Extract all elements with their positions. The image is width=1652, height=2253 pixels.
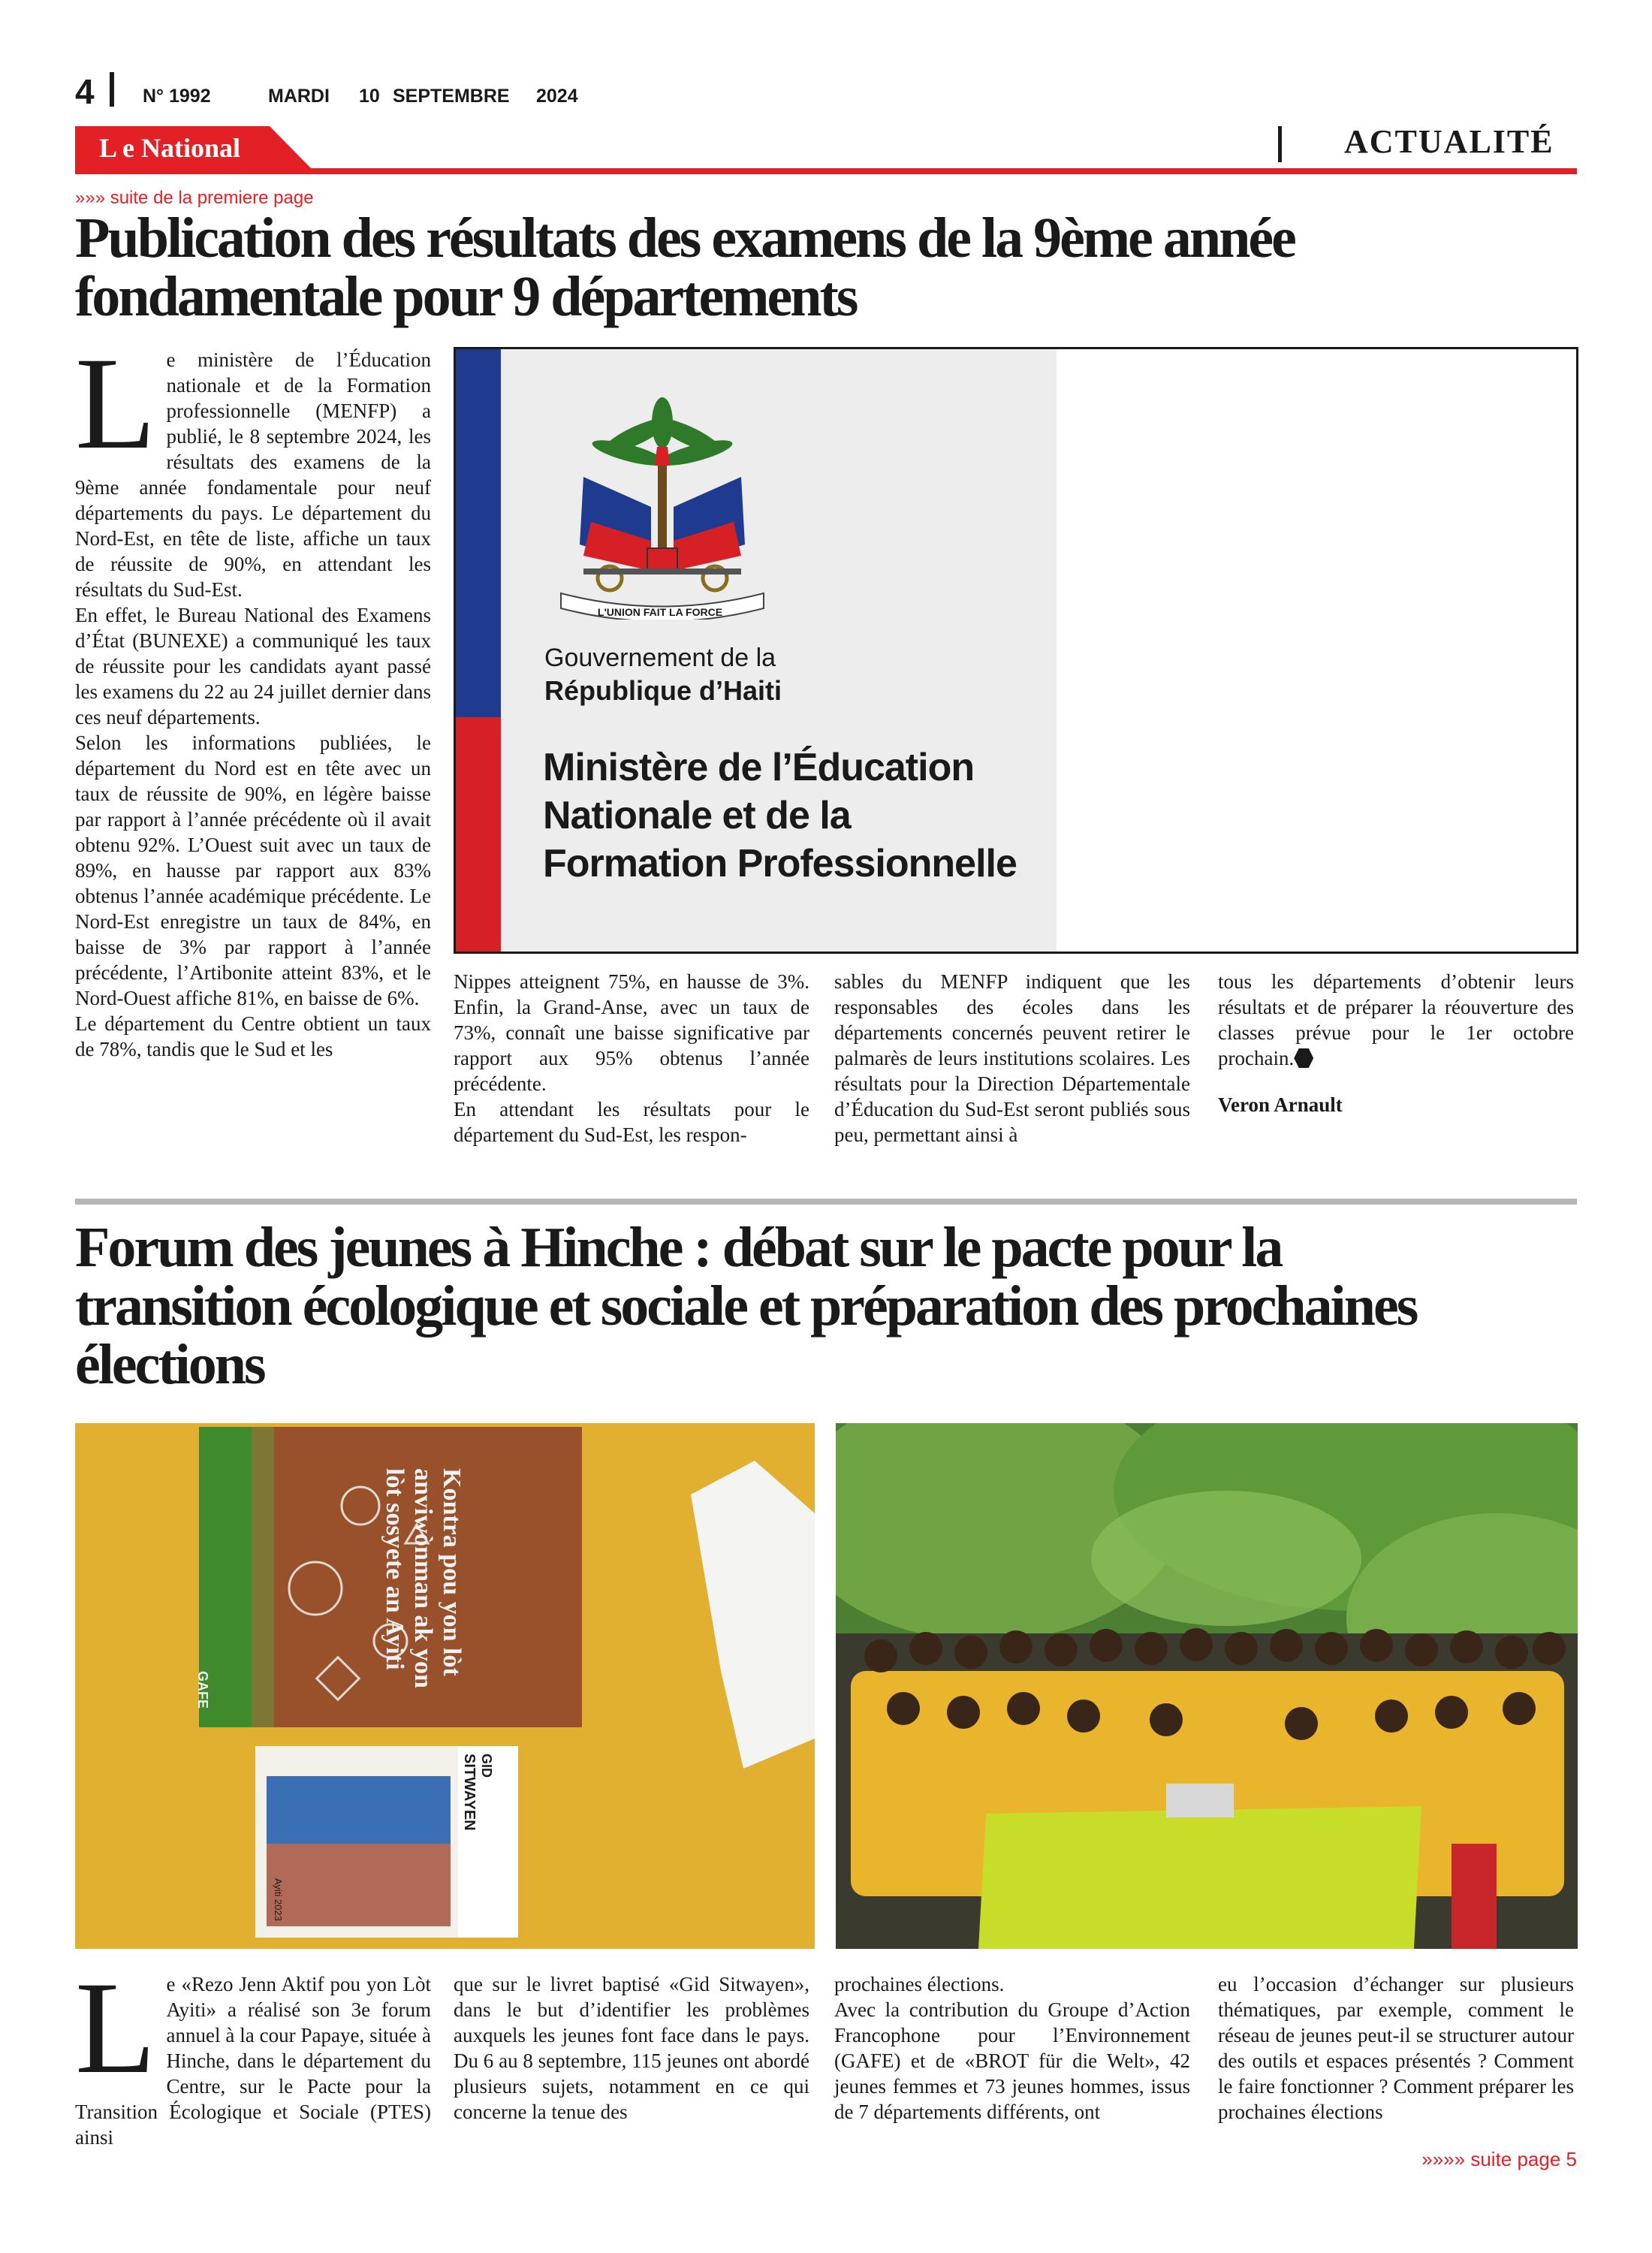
flag-stripe-blue <box>456 349 501 717</box>
section-divider <box>1278 126 1282 162</box>
book2-title: SITWAYEN <box>461 1754 478 1831</box>
article1-author: Veron Arnault <box>1218 1093 1343 1116</box>
logo-motto: L'UNION FAIT LA FORCE <box>597 606 723 618</box>
article1-headline <box>75 209 1577 326</box>
article1-paragraph: Le département du Centre obtient un taux de 78%, tandis que le Sud et les <box>75 1012 431 1060</box>
article2-dropcap: L <box>75 1955 156 2101</box>
article2-column-2 <box>454 1971 809 2125</box>
article2-paragraph: Avec la contribution du Groupe d’Action Francophone pour l’Environnement (GAFE) et de «BROT für die Welt», 42 jeunes femmes et 73 jeunes hommes, issus de 7 départements différents, ont <box>834 1998 1190 2123</box>
date-year: 2024 <box>536 86 578 107</box>
forum-participants-photo <box>836 1423 1578 1949</box>
logo-government-line2: République d’Haiti <box>544 675 782 706</box>
article2-paragraph: que sur le livret baptisé «Gid Sitwayen», dans le but d’identifier les problèmes auxquels les jeunes font face dans le pays. Du 6 au 8 septembre, 115 jeunes ont abordé plusieurs sujets, notamment en ce qui concerne la tenue des <box>454 1973 809 2123</box>
article2-column-1 <box>75 1955 431 2150</box>
date-day: 10 <box>359 86 380 107</box>
article1-column-3 <box>834 969 1190 1148</box>
article2-column-4 <box>1218 1971 1574 2125</box>
logo-government-line1: Gouvernement de la <box>544 644 776 672</box>
books-photo <box>75 1423 815 1949</box>
article1-paragraph: e ministère de l’Éducation nationale et de la Formation professionnelle (MENFP) a publié, le 8 septembre 2024, les résultats des examens de la 9ème année fondamentale pour neuf départements du pays. Le département du Nord-Est, en tête de liste, affiche un taux de réussite de 90%, en attendant les résultats du Sud-Est. <box>75 348 431 601</box>
book1-brand: GAFE <box>195 1671 210 1709</box>
forum-photo-art <box>836 1423 1578 1949</box>
logo-ministry-line1: Ministère de l’Éducation <box>543 746 975 789</box>
date-month: SEPTEMBRE <box>393 86 510 107</box>
logo-ministry-line3: Formation Professionnelle <box>543 842 1017 885</box>
article2-paragraph: eu l’occasion d’échanger sur plusieurs thématiques, par exemple, comment le réseau de jeunes peut-il se structurer autour des outils et espaces présentés ? Comment le faire fonctionner ? Comment préparer les prochaines élections <box>1218 1973 1574 2123</box>
book2-date: Ayiti 2023 <box>273 1878 284 1921</box>
ministry-logo-image <box>454 347 1578 954</box>
page-number: 4 <box>75 72 95 111</box>
coat-of-arms-icon <box>538 394 786 620</box>
article1-headline-line1: Publication des résultats des examens de la 9ème année <box>75 207 1295 270</box>
article1-paragraph: En effet, le Bureau National des Examens d’État (BUNEXE) a communiqué les taux de réussite pour les candidats ayant passé les examens du 22 au 24 juillet dernier dans ces neuf départements. <box>75 604 431 728</box>
article1-paragraph: Selon les informations publiées, le département du Nord est en tête avec un taux de réussite de 90%, en légère baisse par rapport à l’année précédente où il avait obtenu 92%. L’Ouest suit avec un taux de 89%, en hausse par rapport aux 83% obtenus l’année académique précédente. Le Nord-Est enregistre un taux de 84%, en baisse de 3% par rapport à l’année précédente, l’Artibonite atteint 83%, et le Nord-Ouest affiche 81%, en baisse de 6%. <box>75 731 431 1009</box>
issue-number: N° 1992 <box>143 86 211 107</box>
article2-paragraph: prochaines élections. <box>834 1973 1005 1995</box>
logo-panel <box>456 349 1057 952</box>
end-mark-icon <box>1294 1048 1313 1068</box>
book2-title-prefix: GID <box>479 1754 494 1778</box>
book1-title: Kontra pou yon lòt anviwònman ak yon lòt sosyete an Ayiti <box>381 1468 466 1688</box>
article1-column-1 <box>75 330 431 1062</box>
article1-column-2 <box>454 969 809 1148</box>
article1-paragraph: En attendant les résultats pour le département du Sud-Est, les respon- <box>454 1098 809 1146</box>
article2-headline-line1: Forum des jeunes à Hinche : débat sur le pacte pour la <box>75 1216 1282 1279</box>
continue-on-page-link[interactable]: »»»» suite page 5 <box>1421 2148 1577 2170</box>
brand-name: L e National <box>99 133 241 163</box>
logo-ministry-name <box>543 743 1017 888</box>
article2-headline-line3: élections <box>75 1333 264 1396</box>
article1-column-4 <box>1218 969 1574 1117</box>
header-rule <box>75 168 1577 174</box>
continued-kicker: »»» suite de la premiere page <box>75 188 314 208</box>
article1-paragraph: sables du MENFP indiquent que les responsables des écoles dans les départements concernés peuvent retirer le palmarès de leurs institutions scolaires. Les résultats pour la Direction Départementale d’Éducation du Sud-Est seront publiés sous peu, permettant ainsi à <box>834 970 1190 1146</box>
article1-paragraph: tous les départements d’obtenir leurs résultats et de préparer la réouverture des classes prévue pour le 1er octobre prochain. <box>1218 970 1574 1069</box>
article1-paragraph: Nippes atteignent 75%, en hausse de 3%. Enfin, la Grand-Anse, avec un taux de 73%, connaît une baisse significative par rapport aux 95% obtenus l’année précédente. <box>454 970 809 1095</box>
article2-paragraph: e «Rezo Jenn Aktif pou yon Lòt Ayiti» a réalisé son 3e forum annuel à la cour Papaye, située à Hinche, dans le département du Centre, sur le Pacte pour la Transition Écologique et Sociale (PTES) ainsi <box>75 1973 431 2149</box>
article1-headline-line2: fondamentale pour 9 départements <box>75 265 857 328</box>
date-weekday: MARDI <box>268 86 330 107</box>
logo-ministry-line2: Nationale et de la <box>543 794 851 837</box>
section-title: ACTUALITÉ <box>1344 123 1554 160</box>
flag-stripe-red <box>456 717 501 952</box>
article2-headline <box>75 1218 1577 1394</box>
article1-dropcap: L <box>75 330 156 477</box>
article-divider <box>75 1199 1577 1205</box>
page-number-divider <box>110 72 114 107</box>
article2-column-3 <box>834 1971 1190 2125</box>
article2-headline-line2: transition écologique et sociale et préparation des prochaines <box>75 1274 1417 1338</box>
